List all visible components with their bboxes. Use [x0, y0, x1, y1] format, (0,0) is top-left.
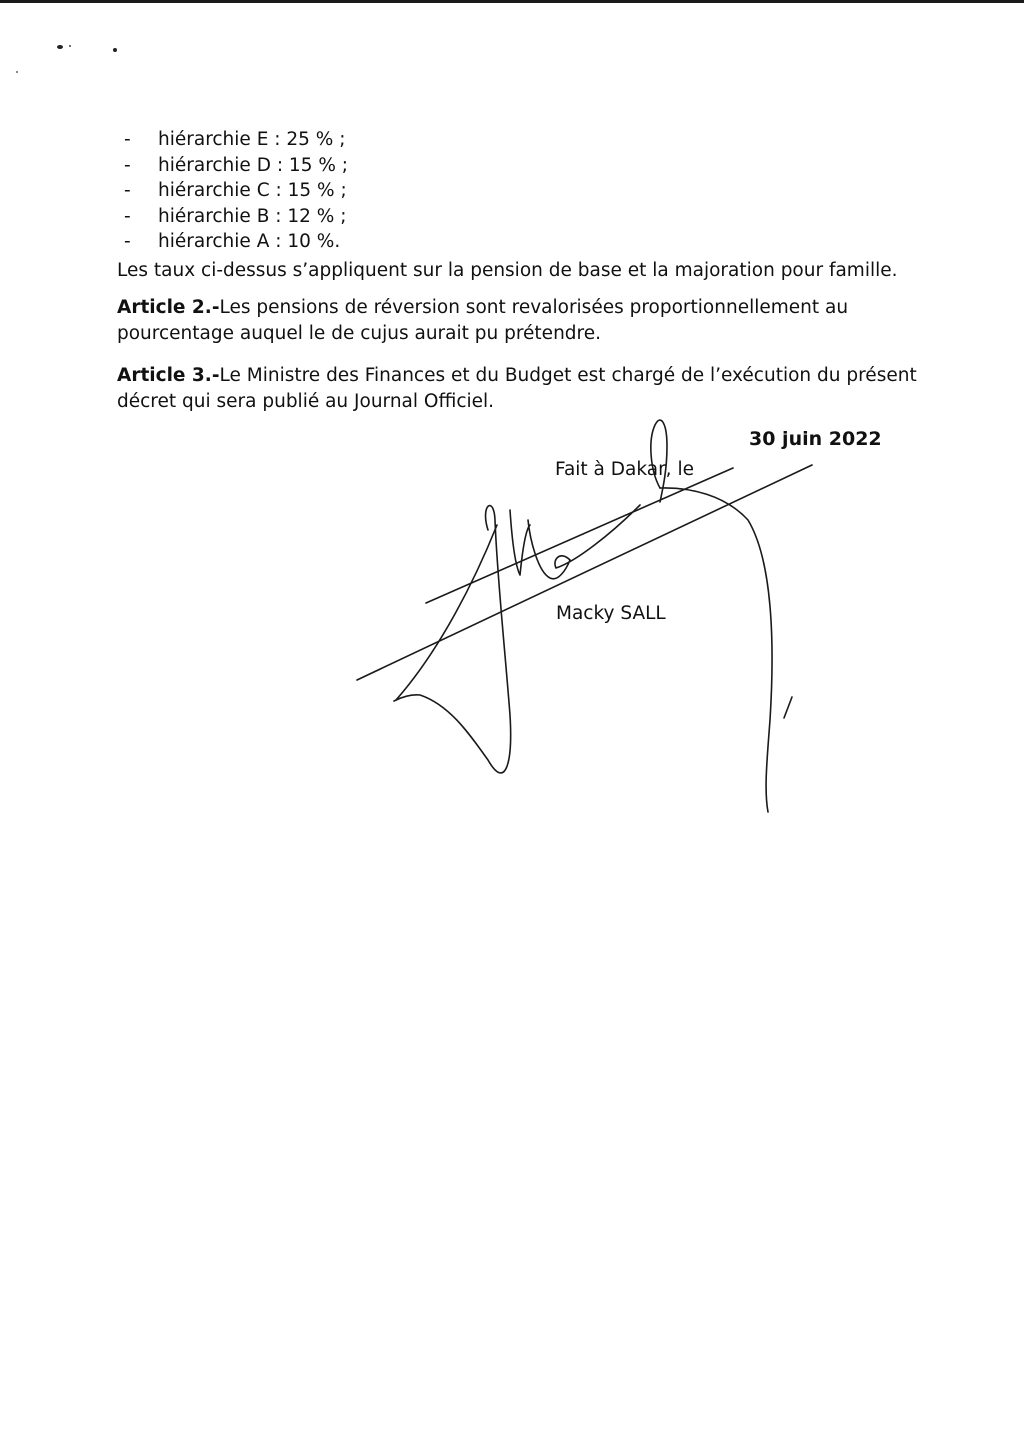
rate-label: hiérarchie D : 15 % ; — [158, 154, 349, 176]
list-item — [124, 127, 348, 153]
list-item — [124, 229, 348, 255]
article-2-heading: Article 2.- — [117, 297, 220, 318]
list-item — [124, 153, 348, 179]
rate-label: hiérarchie E : 25 % ; — [158, 129, 346, 150]
article-2-line-1: Les pensions de réversion sont revalorisées proportionnellement au — [219, 297, 849, 318]
article-3-heading: Article 3.- — [117, 365, 220, 386]
signature-date: 30 juin 2022 — [749, 428, 882, 450]
article-2-line-2: pourcentage auquel le de cujus aurait pu prétendre. — [117, 322, 601, 344]
rate-label: hiérarchie A : 10 %. — [158, 231, 341, 252]
article-3-line-1: Le Ministre des Finances et du Budget est chargé de l’exécution du présent — [219, 365, 917, 386]
rates-note: Les taux ci-dessus s’appliquent sur la pension de base et la majoration pour famille. — [117, 260, 898, 281]
place-line: Fait à Dakar, le — [555, 459, 694, 480]
list-dash: - — [124, 205, 131, 227]
list-dash: - — [124, 231, 131, 252]
article-3-line-2: décret qui sera publié au Journal Officiel. — [117, 390, 495, 412]
list-item — [124, 178, 348, 204]
scan-specks — [0, 0, 200, 100]
rate-label: hiérarchie C : 15 % ; — [158, 180, 347, 201]
list-dash: - — [124, 129, 131, 150]
rate-label: hiérarchie B : 12 % ; — [158, 205, 347, 227]
article-3 — [117, 363, 917, 414]
signatory-name: Macky SALL — [556, 603, 666, 624]
list-item — [124, 204, 348, 230]
list-dash: - — [124, 154, 131, 176]
hierarchy-rate-list — [124, 127, 348, 255]
list-dash: - — [124, 180, 131, 201]
article-2 — [117, 295, 848, 346]
